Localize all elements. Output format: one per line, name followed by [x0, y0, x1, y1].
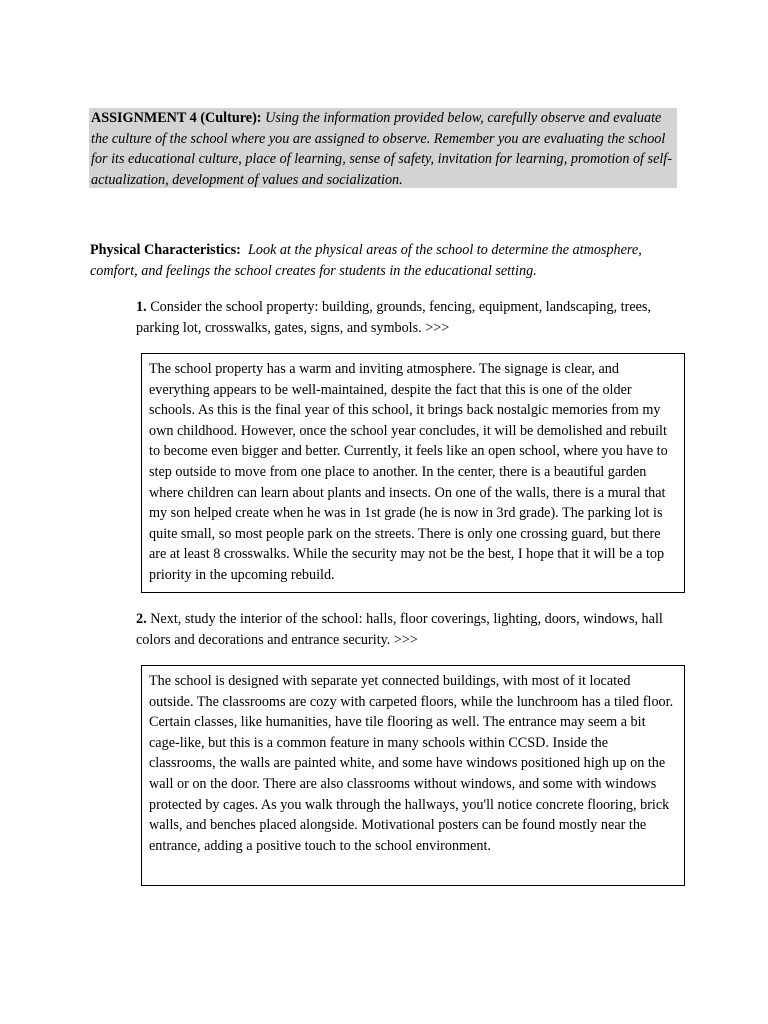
physical-characteristics-instructions: Look at the physical areas of the school to determine the atmosphere, comfort, and feelings the school creates for students in the educational setting.	[90, 242, 642, 279]
question-1	[136, 297, 684, 338]
question-prompt: Consider the school property: building, grounds, fencing, equipment, landscaping, trees, parking lot, crosswalks, gates, signs, and symbols. >>>	[136, 299, 651, 336]
answer-box-1: The school property has a warm and inviting atmosphere. The signage is clear, and everything appears to be well-maintained, despite the fact that this is one of the older schools. As this is the final year of this school, it brings back nostalgic memories from my own childhood. However, once the school year concludes, it will be demolished and rebuilt to become even bigger and better. Currently, it feels like an open school, where you have to step outside to move from one place to another. In the center, there is a beautiful garden where children can learn about plants and insects. On one of the walls, there is a mural that my son helped create when he was in 1st grade (he is now in 3rd grade). The parking lot is quite small, so most people park on the streets. There is only one crossing guard, but there are at least 8 crosswalks. While the security may not be the best, I hope that it will be a top priority in the upcoming rebuild.	[141, 353, 685, 593]
answer-box-2: The school is designed with separate yet connected buildings, with most of it located outside. The classrooms are cozy with carpeted floors, while the lunchroom has a tiled floor. Certain classes, like humanities, have tile flooring as well. The entrance may seem a bit cage-like, but this is a common feature in many schools within CCSD. Inside the classrooms, the walls are painted white, and some have windows positioned high up on the wall or on the door. There are also classrooms without windows, and some with windows protected by cages. As you walk through the hallways, you'll notice concrete flooring, brick walls, and benches placed alongside. Motivational posters can be found mostly near the entrance, adding a positive touch to the school environment.	[141, 665, 685, 886]
question-prompt: Next, study the interior of the school: halls, floor coverings, lighting, doors, windows, hall colors and decorations and entrance security. >>>	[136, 611, 663, 648]
assignment-instructions: Using the information provided below, carefully observe and evaluate the culture of the school where you are assigned to observe. Remember you are evaluating the school for its educational culture, place of learning, sense of safety, invitation for learning, promotion of self-actualization, development of values and socialization.	[91, 110, 672, 188]
physical-characteristics-label: Physical Characteristics:	[90, 242, 241, 258]
question-2	[136, 609, 684, 650]
assignment-label: ASSIGNMENT 4 (Culture):	[91, 110, 262, 126]
question-number: 2.	[136, 611, 147, 627]
physical-characteristics-section	[90, 240, 670, 281]
question-number: 1.	[136, 299, 147, 315]
assignment-instructions-box	[89, 108, 677, 188]
